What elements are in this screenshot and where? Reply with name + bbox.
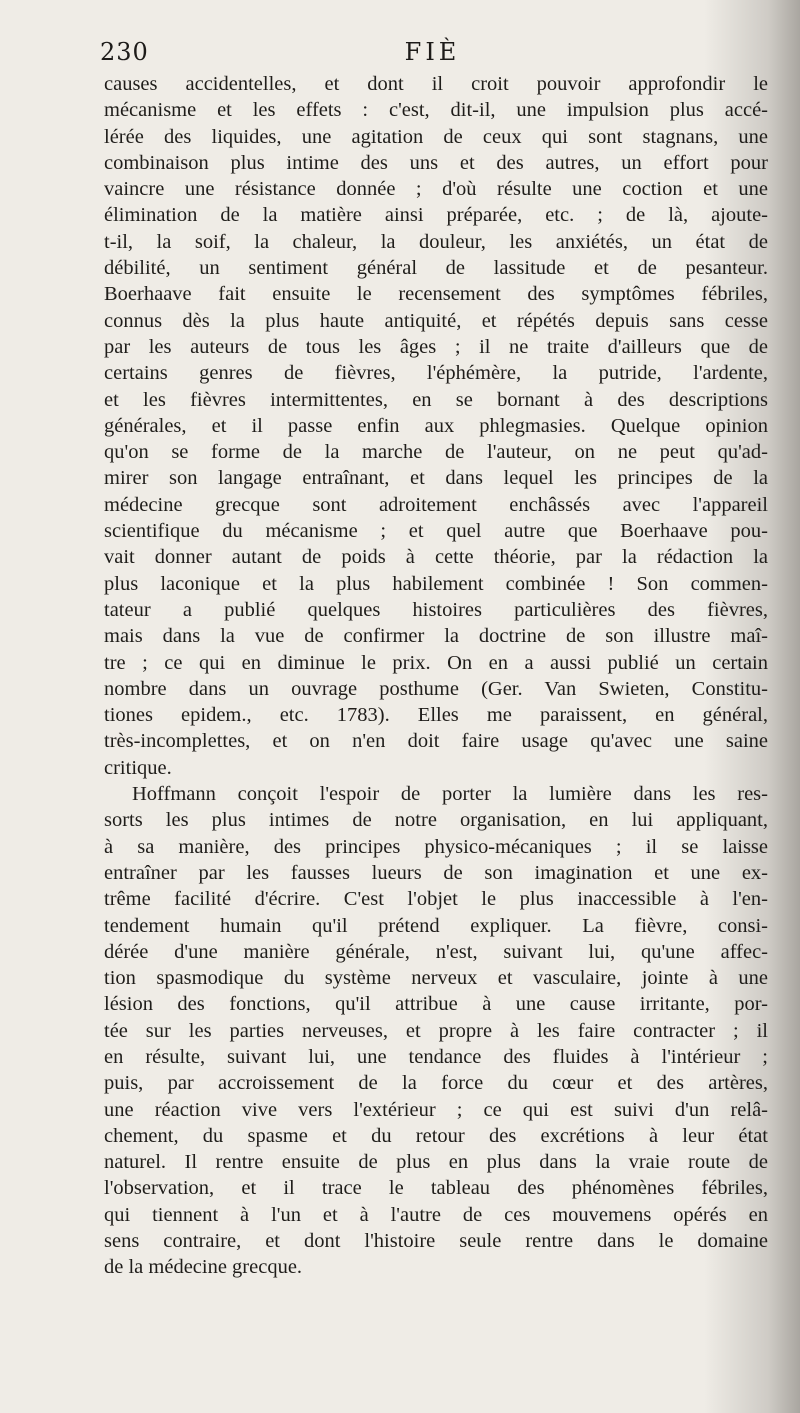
running-head: FIÈ	[404, 38, 461, 66]
text-line: tre ; ce qui en diminue le prix. On en a aussi publié un certain	[104, 651, 768, 674]
text-line: débilité, un sentiment général de lassitude et de pesanteur.	[104, 257, 768, 280]
text-line: qui tiennent à l'un et à l'autre de ces mouvemens opérés en	[104, 1203, 768, 1226]
text-line: Boerhaave fait ensuite le recensement des symptômes fébriles,	[104, 283, 768, 306]
text-line: et les fièvres intermittentes, en se bornant à des descriptions	[104, 388, 768, 411]
text-line: lérée des liquides, une agitation de ceux qui sont stagnans, une	[104, 125, 768, 148]
text-line: combinaison plus intime des uns et des autres, un effort pour	[104, 151, 768, 174]
text-line: entraîner par les fausses lueurs de son imagination et une ex-	[104, 861, 768, 884]
text-line: à sa manière, des principes physico-mécaniques ; il se laisse	[104, 835, 768, 858]
text-line: causes accidentelles, et dont il croit pouvoir approfondir le	[104, 73, 768, 95]
text-line: une réaction vive vers l'extérieur ; ce qui est suivi d'un relâ-	[104, 1098, 768, 1121]
text-line: par les auteurs de tous les âges ; il ne traite d'ailleurs que de	[104, 335, 768, 358]
text-line: vaincre une résistance donnée ; d'où résulte une coction et une	[104, 178, 768, 201]
text-line: tendement humain qu'il prétend expliquer. La fièvre, consi-	[104, 914, 768, 937]
text-line: certains genres de fièvres, l'éphémère, la putride, l'ardente,	[104, 362, 768, 385]
text-line: scientifique du mécanisme ; et quel autre que Boerhaave pou-	[104, 520, 768, 543]
text-line: sorts les plus intimes de notre organisation, en lui appliquant,	[104, 809, 768, 832]
text-line: t-il, la soif, la chaleur, la douleur, les anxiétés, un état de	[104, 230, 768, 253]
text-line: trême facilité d'écrire. C'est l'objet le plus inaccessible à l'en-	[104, 888, 768, 911]
text-line: nombre dans un ouvrage posthume (Ger. Van Swieten, Constitu-	[104, 677, 768, 700]
text-line: connus dès la plus haute antiquité, et répétés depuis sans cesse	[104, 309, 768, 332]
page-header	[100, 38, 765, 68]
text-line: générales, et il passe enfin aux phlegmasies. Quelque opinion	[104, 414, 768, 437]
text-line: mécanisme et les effets : c'est, dit-il, une impulsion plus accé-	[104, 99, 768, 122]
text-line: l'observation, et il trace le tableau des phénomènes fébriles,	[104, 1177, 768, 1200]
text-line: tion spasmodique du système nerveux et vasculaire, jointe à une	[104, 967, 768, 990]
text-line: lésion des fonctions, qu'il attribue à une cause irritante, por-	[104, 993, 768, 1016]
text-line: qu'on se forme de la marche de l'auteur, on ne peut qu'ad-	[104, 441, 768, 464]
body-text	[104, 71, 768, 1281]
text-line: tiones epidem., etc. 1783). Elles me paraissent, en général,	[104, 704, 768, 727]
text-line: médecine grecque sont adroitement enchâssés avec l'appareil	[104, 493, 768, 516]
text-line: sens contraire, et dont l'histoire seule rentre dans le domaine	[104, 1230, 768, 1253]
text-line: mais dans la vue de confirmer la doctrine de son illustre maî-	[104, 625, 768, 648]
text-line: plus laconique et la plus habilement combinée ! Son commen-	[104, 572, 768, 595]
text-line: naturel. Il rentre ensuite de plus en plus dans la vraie route de	[104, 1151, 768, 1174]
text-line: vait donner autant de poids à cette théorie, par la rédaction la	[104, 546, 768, 569]
text-line: élimination de la matière ainsi préparée, etc. ; de là, ajoute-	[104, 204, 768, 227]
text-line: chement, du spasme et du retour des excrétions à leur état	[104, 1124, 768, 1147]
text-line: Hoffmann conçoit l'espoir de porter la lumière dans les res-	[132, 783, 768, 806]
page-number: 230	[100, 38, 149, 66]
text-line: de la médecine grecque.	[104, 1256, 303, 1279]
text-line: puis, par accroissement de la force du cœur et des artères,	[104, 1072, 768, 1095]
paragraph	[104, 71, 768, 781]
text-line: en résulte, suivant lui, une tendance des fluides à l'intérieur ;	[104, 1045, 768, 1068]
text-line: très-incomplettes, et on n'en doit faire usage qu'avec une saine	[104, 730, 768, 753]
text-line: tée sur les parties nerveuses, et propre à les faire contracter ; il	[104, 1019, 768, 1042]
text-line: critique.	[104, 756, 172, 779]
paragraph	[104, 781, 768, 1281]
text-line: tateur a publié quelques histoires particulières des fièvres,	[104, 598, 768, 621]
text-line: dérée d'une manière générale, n'est, suivant lui, qu'une affec-	[104, 940, 768, 963]
text-line: mirer son langage entraînant, et dans lequel les principes de la	[104, 467, 768, 490]
